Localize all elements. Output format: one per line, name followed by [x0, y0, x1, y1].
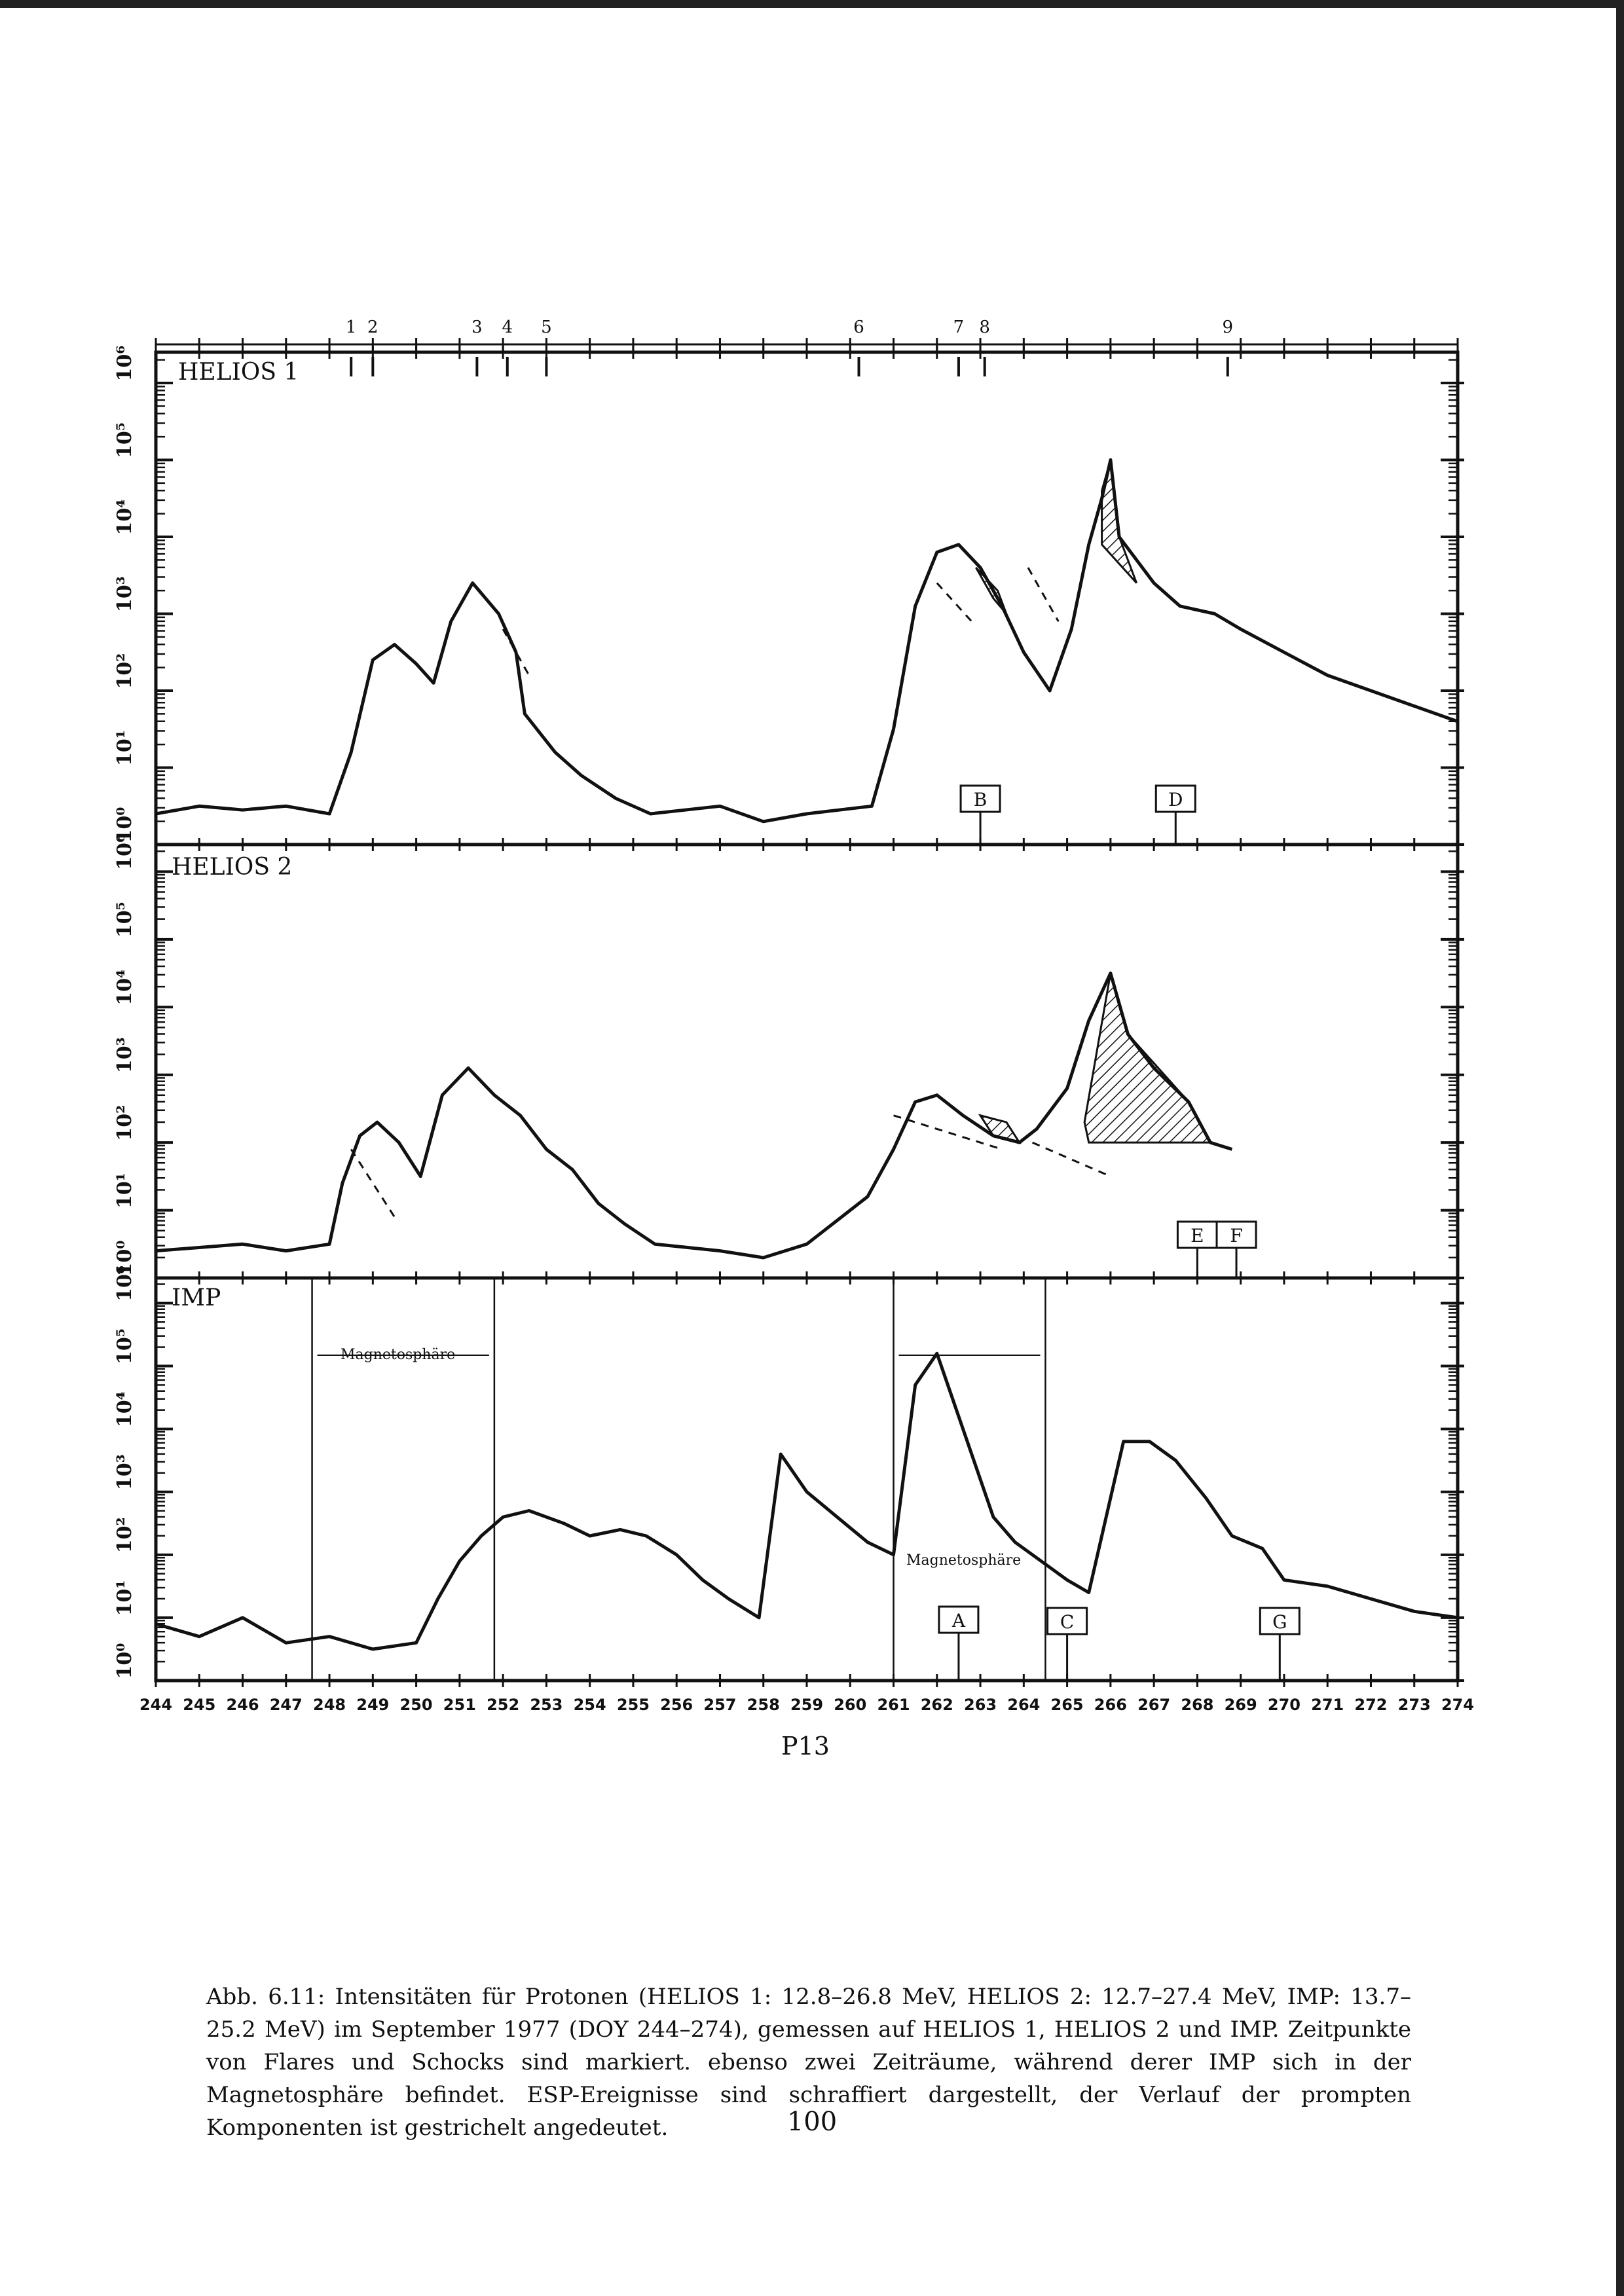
y-tick-label: 10² — [113, 1104, 136, 1141]
y-tick-label: 10⁰ — [113, 807, 136, 843]
x-tick-label: 244 — [139, 1696, 173, 1714]
x-tick-label: 253 — [530, 1696, 563, 1714]
y-tick-label: 10² — [113, 653, 136, 689]
y-tick-label: 10⁶ — [113, 1265, 136, 1302]
flare-label: 7 — [953, 318, 965, 337]
flare-label: 5 — [541, 318, 552, 337]
shock-marker-label: C — [1060, 1611, 1075, 1633]
x-tick-label: 274 — [1441, 1696, 1475, 1714]
x-tick-label: 254 — [573, 1696, 606, 1714]
y-tick-label: 10⁶ — [113, 833, 136, 870]
prompt-component-dashed — [351, 1149, 394, 1216]
y-tick-label: 10¹ — [113, 730, 136, 766]
x-tick-label: 264 — [1007, 1696, 1041, 1714]
x-tick-label: 260 — [834, 1696, 867, 1714]
y-tick-label: 10⁴ — [113, 1391, 136, 1428]
x-tick-label: 271 — [1311, 1696, 1344, 1714]
x-tick-label: 272 — [1354, 1696, 1388, 1714]
x-tick-label: 263 — [964, 1696, 997, 1714]
y-tick-label: 10⁵ — [113, 902, 136, 938]
x-tick-label: 269 — [1224, 1696, 1257, 1714]
y-tick-label: 10⁵ — [113, 1328, 136, 1364]
intensity-series-line — [156, 974, 1232, 1258]
x-tick-label: 248 — [313, 1696, 346, 1714]
x-tick-label: 252 — [487, 1696, 520, 1714]
flare-label: 3 — [471, 318, 483, 337]
x-tick-label: 251 — [443, 1696, 476, 1714]
flare-label: 6 — [853, 318, 864, 337]
magnetosphere-label-1: Magnetosphäre — [341, 1347, 456, 1363]
y-tick-label: 10¹ — [113, 1173, 136, 1209]
x-tick-label: 245 — [183, 1696, 216, 1714]
flare-label: 9 — [1222, 318, 1234, 337]
x-tick-label: 257 — [703, 1696, 737, 1714]
magnetosphere-label-2: Magnetosphäre — [906, 1552, 1022, 1569]
y-tick-label: 10² — [113, 1517, 136, 1554]
y-tick-label: 10³ — [113, 1454, 136, 1491]
intensity-series-line — [156, 460, 1458, 822]
x-tick-label: 246 — [226, 1696, 259, 1714]
shock-marker-label: E — [1190, 1225, 1204, 1247]
y-tick-label: 10³ — [113, 1037, 136, 1074]
panel-label-helios1: HELIOS 1 — [178, 359, 299, 386]
x-tick-label: 255 — [616, 1696, 650, 1714]
page-number: 100 — [786, 2107, 838, 2137]
prompt-component-dashed — [1028, 568, 1058, 621]
intensity-series-line — [156, 1353, 1458, 1649]
prompt-component-dashed — [1033, 1142, 1111, 1176]
panel-label-imp: IMP — [172, 1285, 221, 1311]
flare-label: 1 — [345, 318, 357, 337]
shock-marker-label: F — [1230, 1225, 1243, 1247]
prompt-component-dashed — [937, 583, 972, 622]
y-tick-label: 10⁴ — [113, 499, 136, 536]
x-tick-label: 249 — [356, 1696, 390, 1714]
y-tick-label: 10³ — [113, 576, 136, 612]
y-tick-label: 10⁵ — [113, 422, 136, 458]
flare-label: 8 — [979, 318, 990, 337]
panel-label-helios2: HELIOS 2 — [172, 854, 293, 881]
shock-marker-label: G — [1272, 1611, 1287, 1633]
x-tick-label: 268 — [1181, 1696, 1214, 1714]
y-tick-label: 10⁰ — [113, 1240, 136, 1277]
y-tick-label: 10⁶ — [113, 345, 136, 382]
x-axis-label: P13 — [781, 1732, 830, 1760]
figure-caption: Abb. 6.11: Intensitäten für Protonen (HELIOS 1: 12.8–26.8 MeV, HELIOS 2: 12.7–27.4 MeV, IMP: 13.7–25.2 MeV) im September 1977 (DOY 244–274), gemessen auf HELIOS 1, HELIOS 2 und IMP. Zeitpunkte von Flares und Schocks sind markiert. ebenso zwei Zeiträume, während derer IMP sich in der Magnetosphäre befindet. ESP-Ereignisse sind schraffiert dargestellt, der Verlauf der prompten Komponenten ist gestrichelt angedeutet. — [206, 1984, 1411, 2141]
x-tick-label: 256 — [660, 1696, 693, 1714]
x-tick-label: 261 — [877, 1696, 910, 1714]
x-tick-label: 247 — [269, 1696, 303, 1714]
shock-marker-label: B — [973, 789, 987, 811]
x-tick-label: 265 — [1050, 1696, 1084, 1714]
x-tick-label: 259 — [790, 1696, 824, 1714]
y-tick-label: 10⁰ — [113, 1643, 136, 1679]
y-tick-label: 10⁴ — [113, 969, 136, 1006]
x-tick-label: 262 — [920, 1696, 953, 1714]
x-tick-label: 266 — [1094, 1696, 1127, 1714]
figure-frame — [156, 352, 1458, 1681]
y-tick-label: 10¹ — [113, 1580, 136, 1616]
x-tick-label: 270 — [1267, 1696, 1301, 1714]
x-tick-label: 258 — [747, 1696, 780, 1714]
flare-label: 2 — [367, 318, 378, 337]
x-tick-label: 273 — [1397, 1696, 1431, 1714]
shock-marker-label: A — [951, 1610, 966, 1631]
x-tick-label: 267 — [1137, 1696, 1171, 1714]
shock-marker-label: D — [1168, 789, 1183, 811]
flare-label: 4 — [502, 318, 513, 337]
x-tick-label: 250 — [399, 1696, 433, 1714]
